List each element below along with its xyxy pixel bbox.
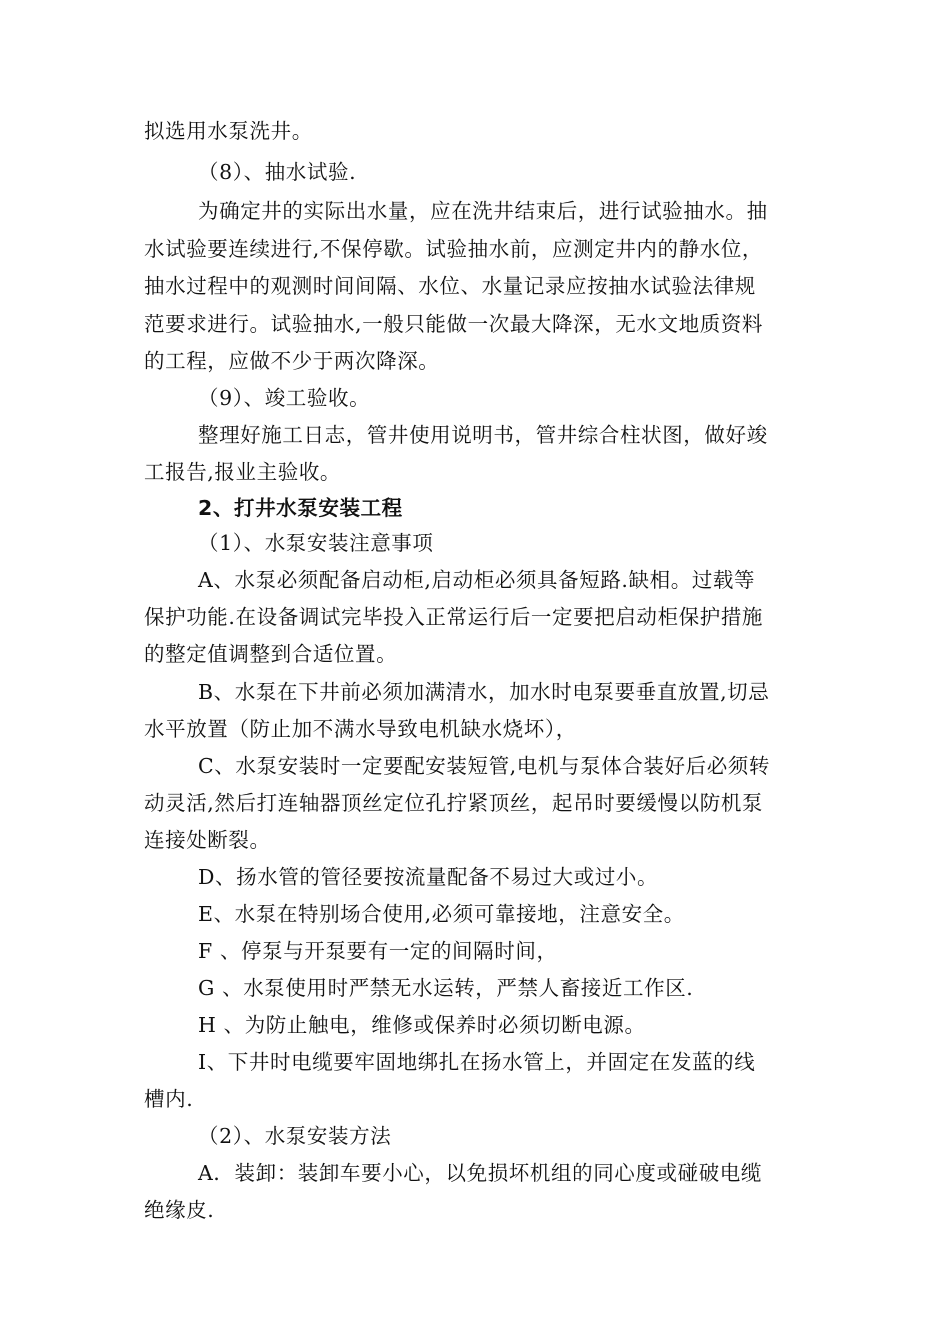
section-heading-2: （2）、水泵安装方法 — [198, 1124, 392, 1148]
section-heading-9: （9）、竣工验收。 — [198, 386, 371, 410]
list-item-e: E、水泵在特别场合使用,必须可靠接地，注意安全。 — [198, 902, 685, 926]
list-item-d: D、扬水管的管径要按流量配备不易过大或过小。 — [198, 865, 659, 889]
paragraph-line: 整理好施工日志，管井使用说明书，管井综合柱状图，做好竣 — [198, 423, 768, 447]
list-item-c: C、水泵安装时一定要配安装短管,电机与泵体合装好后必须转 — [198, 754, 770, 778]
paragraph-line: 连接处断裂。 — [144, 828, 271, 852]
chapter-heading: 2、打井水泵安装工程 — [198, 496, 403, 520]
paragraph-line: 的工程，应做不少于两次降深。 — [144, 349, 440, 373]
list-item-a: A、水泵必须配备启动柜,启动柜必须具备短路.缺相。过载等 — [198, 568, 756, 592]
section-heading-1: （1）、水泵安装注意事项 — [198, 531, 434, 555]
paragraph-line: 槽内. — [144, 1087, 194, 1111]
list-item-b: B、水泵在下井前必须加满清水，加水时电泵要垂直放置,切忌 — [198, 680, 770, 704]
list-item-a-install: A．装卸：装卸车要小心，以免损坏机组的同心度或碰破电缆 — [198, 1161, 763, 1185]
list-item-g: G 、水泵使用时严禁无水运转，严禁人畜接近工作区. — [198, 976, 694, 1000]
paragraph-line: 绝缘皮. — [144, 1198, 215, 1222]
paragraph-line: 保护功能.在设备调试完毕投入正常运行后一定要把启动柜保护措施 — [144, 605, 764, 629]
list-item-h: H 、为防止触电，维修或保养时必须切断电源。 — [198, 1013, 646, 1037]
paragraph-line: 抽水过程中的观测时间间隔、水位、水量记录应按抽水试验法律规 — [144, 274, 756, 298]
paragraph-line: 为确定井的实际出水量，应在洗井结束后，进行试验抽水。抽 — [198, 199, 768, 223]
list-item-f: F 、停泵与开泵要有一定的间隔时间， — [198, 939, 558, 963]
section-heading-8: （8）、抽水试验. — [198, 160, 357, 184]
paragraph-line: 动灵活,然后打连轴器顶丝定位孔拧紧顶丝，起吊时要缓慢以防机泵 — [144, 791, 764, 815]
paragraph-line: 水平放置（防止加不满水导致电机缺水烧坏）， — [144, 717, 577, 741]
text-line-1: 拟选用水泵洗井。 — [144, 119, 313, 143]
paragraph-line: 范要求进行。试验抽水,一般只能做一次最大降深，无水文地质资料 — [144, 312, 764, 336]
paragraph-line: 水试验要连续进行,不保停歇。试验抽水前，应测定井内的静水位， — [144, 237, 764, 261]
paragraph-line: 的整定值调整到合适位置。 — [144, 642, 398, 666]
list-item-i: I、下井时电缆要牢固地绑扎在扬水管上，并固定在发蓝的线 — [198, 1050, 756, 1074]
paragraph-line: 工报告,报业主验收。 — [144, 460, 342, 484]
